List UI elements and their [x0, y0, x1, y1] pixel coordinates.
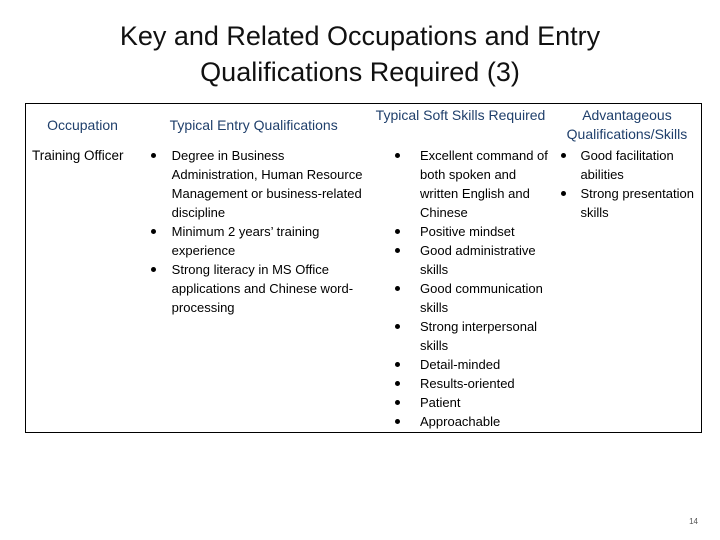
list-item: Strong interpersonal skills	[368, 317, 553, 355]
slide-title	[40, 18, 680, 90]
soft-skills-column	[368, 104, 552, 432]
list-item: Minimum 2 years’ training experience	[139, 222, 369, 260]
header-advantageous: Advantageous Qualifications/Skills	[566, 107, 688, 142]
list-item: Strong presentation skills	[552, 184, 701, 222]
header-entry-qualifications: Typical Entry Qualifications	[169, 117, 338, 133]
list-item: Positive mindset	[368, 222, 553, 241]
slide-title-line-1: Key and Related Occupations and Entry	[119, 21, 601, 51]
list-item: Detail-minded	[368, 355, 553, 374]
list-item: Good administrative skills	[368, 241, 553, 279]
occupation-name: Training Officer	[32, 148, 124, 163]
advantageous-list	[552, 146, 701, 222]
list-item: Degree in Business Administration, Human Resource Management or business-related discipline	[139, 146, 369, 222]
list-item: Excellent command of both spoken and written English and Chinese	[368, 146, 553, 222]
list-item: Approachable	[368, 412, 553, 431]
page-number: 14	[689, 517, 698, 526]
list-item: Strong literacy in MS Office applications and Chinese word-processing	[139, 260, 369, 317]
qualifications-table	[25, 103, 702, 433]
advantageous-column	[552, 104, 701, 432]
soft-skills-list	[368, 146, 553, 431]
entry-qualifications-column	[139, 104, 368, 432]
slide-title-line-2: Qualifications Required (3)	[200, 57, 520, 87]
list-item: Results-oriented	[368, 374, 553, 393]
occupation-column	[26, 104, 139, 432]
list-item: Good communication skills	[368, 279, 553, 317]
header-soft-skills: Typical Soft Skills Required	[375, 107, 546, 123]
list-item: Patient	[368, 393, 553, 412]
header-occupation: Occupation	[47, 117, 118, 133]
entry-qualifications-list	[139, 146, 369, 317]
list-item: Good facilitation abilities	[552, 146, 701, 184]
